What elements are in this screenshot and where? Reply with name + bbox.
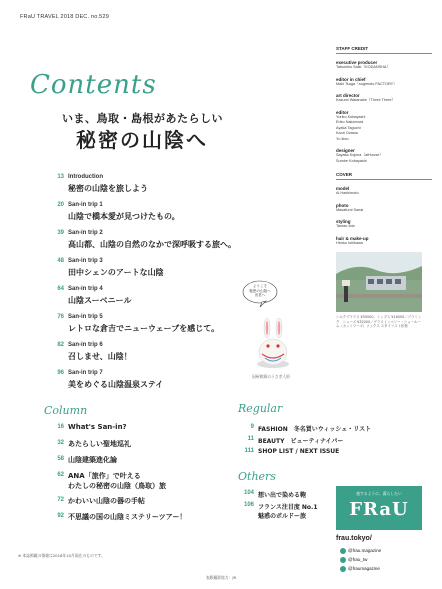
- regular-page-number: 9: [250, 424, 254, 430]
- others-title: 想い出で染める鞄: [258, 492, 307, 499]
- cover-photo: [336, 252, 422, 312]
- credit-name: Ayaka Taguchi: [336, 125, 361, 130]
- toc-kicker: San-in trip 6: [68, 342, 103, 348]
- frau-logo: FRaU: [349, 499, 409, 520]
- column-page-number: 32: [57, 440, 64, 446]
- frau-ad-box[interactable]: [336, 486, 422, 530]
- toc-title: 山陰スーベニール: [68, 296, 132, 305]
- toc-page-number: 96: [57, 370, 64, 376]
- credit-role: executive producer: [336, 60, 378, 65]
- credit-name: Hiroko Ishikawa: [336, 240, 363, 245]
- sns-handle: @frau_tw: [348, 557, 368, 563]
- sns-handle: @fraumagazine: [348, 566, 380, 572]
- column-title: かわいい山陰の器の手帖: [68, 497, 145, 505]
- regular-title: BEAUTY ビューティナイパー: [258, 438, 344, 445]
- instagram-icon: [340, 566, 346, 572]
- page-title: 秘密の山陰へ: [76, 128, 208, 152]
- credit-role: hair & make-up: [336, 235, 369, 241]
- footer-note: 表紙撮影協力：JR: [205, 575, 237, 580]
- column-page-number: 92: [57, 513, 64, 519]
- others-title: フランス注目度 No.1: [258, 504, 318, 511]
- toc-title: 田中シェンのアートな山陰: [68, 268, 164, 277]
- toc-title: レトロな倉吉でニューウェーブを感じて。: [68, 324, 220, 333]
- toc-kicker: San-in trip 7: [68, 370, 103, 376]
- credit-name: Kaori Ozawa: [336, 131, 358, 135]
- regular-page-number: 11: [247, 436, 254, 442]
- column-page-number: 16: [57, 424, 64, 430]
- sns-link[interactable]: [340, 566, 380, 572]
- toc-page-number: 82: [57, 342, 64, 348]
- toc-page-number: 39: [57, 230, 64, 236]
- toc-title: 山陰で橋本愛が見つけたもの。: [68, 212, 180, 221]
- staff-credit: [336, 46, 432, 246]
- subtitle: いま、鳥取・島根があたらしい: [62, 112, 223, 125]
- sns-link[interactable]: [340, 557, 367, 563]
- credit-role: designer: [336, 148, 355, 153]
- credit-name: Eriko Nakamura: [336, 120, 364, 124]
- toc-page-number: 76: [57, 314, 64, 320]
- train-station-photo: [336, 252, 422, 312]
- credit-role: art director: [336, 93, 360, 98]
- toc-title: 美をめぐる山陰温泉ステイ: [68, 380, 164, 389]
- frau-url[interactable]: frau.tokyo/: [336, 535, 372, 542]
- facebook-icon: [340, 548, 346, 554]
- column-title: 山陰建築進化論: [68, 456, 117, 464]
- column-page-number: 58: [57, 456, 64, 462]
- toc-title: 召しませ、山陰！: [68, 352, 132, 361]
- others-page-number: 106: [243, 502, 254, 508]
- credit-role: photo: [336, 202, 349, 208]
- toc-kicker: San-in trip 4: [68, 286, 103, 292]
- credit-name: Maki Tsuga（sugimoto FACTORY）: [336, 81, 397, 86]
- credit-role: styling: [336, 219, 351, 224]
- footnote: ※ 本誌掲載の情報は2018年10月現在のものです。: [18, 553, 105, 558]
- regular-page-number: 111: [244, 448, 254, 454]
- photo-caption: シルクブラウス ¥55000、トップス ¥16000／ブラミンク シューズ ¥32000／グラストンベリー・ショールーム（カットワーズ）ソックス スタイリスト私物: [336, 315, 422, 329]
- credit-name: Tatsuhiko Saiki（KODANSHA）: [336, 65, 391, 69]
- column-title-line2: わたしの秘密の山陰（鳥取）旅: [68, 482, 166, 490]
- column-title: ANA「旅作」で叶える: [68, 472, 141, 480]
- regular-title: FASHION 冬名買いウィッシュ・リスト: [258, 426, 372, 433]
- speech-bubble: [242, 280, 278, 308]
- toc-kicker: San-in trip 3: [68, 258, 103, 264]
- cover-credit-heading: COVER: [336, 172, 432, 180]
- credit-name: Masafumi Sanai: [336, 207, 364, 212]
- toc-title: 秘密の山陰を旅しよう: [68, 184, 148, 193]
- regular-label: Regular: [238, 402, 283, 415]
- sns-handle: @frau.magazine: [348, 548, 382, 554]
- column-title: 不思議の国の山陰ミステリーツアー！: [68, 513, 187, 521]
- credit-name: Yu Ikeo: [336, 136, 349, 141]
- toc-page-number: 20: [57, 202, 64, 208]
- toc-page-number: 48: [57, 258, 64, 264]
- others-label: Others: [238, 470, 276, 483]
- toc-kicker: Introduction: [68, 174, 103, 180]
- sns-link[interactable]: [340, 548, 381, 554]
- speech-bubble-text: ようこそ 秘密の山陰へ 出雲へ: [249, 284, 271, 298]
- credit-name: Kazumi Watanabe（Three Three）: [336, 98, 396, 102]
- credit-name: Tamao Iida: [336, 224, 355, 228]
- column-page-number: 62: [57, 472, 64, 478]
- others-page-number: 104: [243, 490, 254, 496]
- toc-page-number: 13: [57, 174, 64, 180]
- column-label: Column: [44, 404, 88, 417]
- toc-page-number: 64: [57, 286, 64, 292]
- toc-kicker: San-in trip 1: [68, 202, 103, 208]
- credit-name: Sayaka Kojima（atHouse）: [336, 153, 384, 157]
- column-title: あたらしい聖地巡礼: [68, 440, 131, 448]
- regular-title: SHOP LIST / NEXT ISSUE: [258, 448, 340, 455]
- rabbit-doll-illustration: [252, 318, 294, 370]
- issue-header: FRaU TRAVEL 2018 DEC. no.529: [20, 14, 109, 20]
- toc-kicker: San-in trip 5: [68, 314, 103, 320]
- twitter-icon: [340, 557, 346, 563]
- rabbit-icon: [252, 318, 294, 370]
- others-title-line2: 魅惑のボルドー旅: [258, 513, 307, 520]
- frau-tagline: 旅するように、暮らしたい: [356, 491, 402, 496]
- credit-name: Yuriko Kobayashi: [336, 114, 366, 119]
- credit-role: model: [336, 186, 350, 191]
- toc-kicker: San-in trip 2: [68, 230, 103, 236]
- credit-role: editor: [336, 109, 349, 115]
- credit-name: Sumire Kobayashi: [336, 158, 367, 163]
- staff-credit-heading: STAFF CREDIT: [336, 46, 432, 54]
- column-title: What's San-in?: [68, 423, 127, 431]
- illustration-caption: 因州和紙のうさぎ人形: [252, 374, 290, 379]
- toc-title: 高山都、山陰の自然のなかで深呼吸する旅へ。: [68, 240, 236, 249]
- column-page-number: 72: [57, 497, 64, 503]
- credit-role: editor in chief: [336, 76, 366, 82]
- credit-name: Ai Hashimoto: [336, 191, 359, 195]
- contents-script-title: Contents: [30, 70, 157, 100]
